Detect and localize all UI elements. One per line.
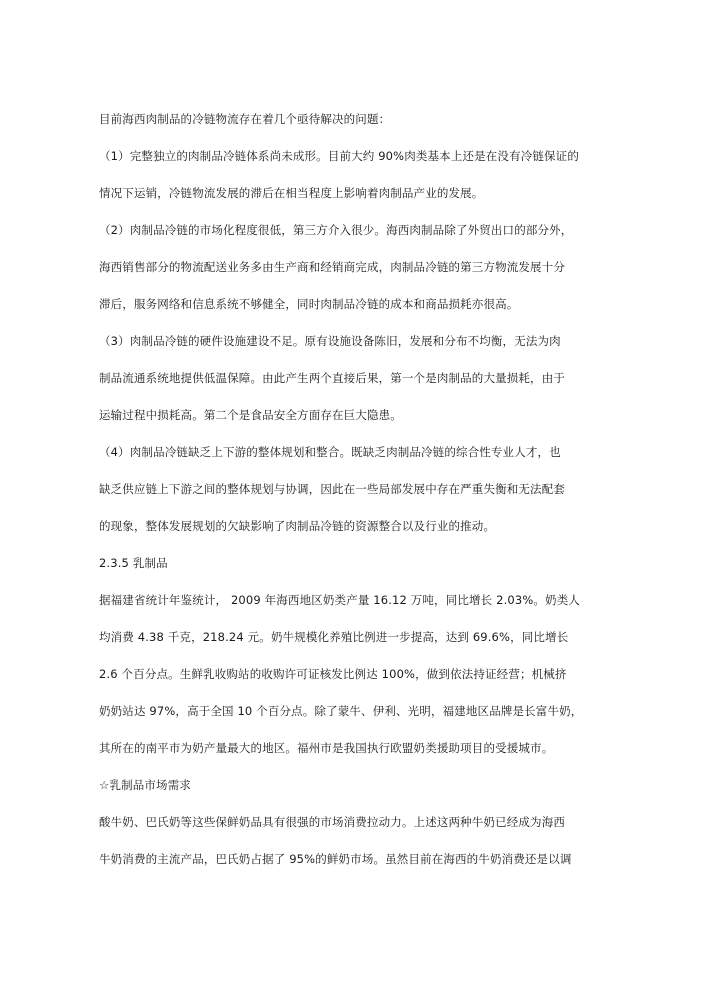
paragraph-line: （1）完整独立的肉制品冷链体系尚未成形。目前大约 90%肉类基本上还是在没有冷链保证的 [99,149,579,163]
paragraph-line: 酸牛奶、巴氏奶等这些保鲜奶品具有很强的市场消费拉动力。上述这两种牛奶已经成为海西 [99,815,565,829]
paragraph-line: （3）肉制品冷链的硬件设施建设不足。原有设施设备陈旧，发展和分布不均衡，无法为肉 [99,334,561,348]
subsection-heading: ☆乳制品市场需求 [99,778,192,792]
paragraph-line: 牛奶消费的主流产品，巴氏奶占据了 95%的鲜奶市场。虽然目前在海西的牛奶消费还是以调 [99,852,572,866]
intro-line: 目前海西肉制品的冷链物流存在着几个亟待解决的问题： [99,112,391,126]
paragraph-line: 奶奶站达 97%，高于全国 10 个百分点。除了蒙牛、伊利、光明，福建地区品牌是长富牛奶， [99,704,583,718]
paragraph-line: 运输过程中损耗高。第二个是食品安全方面存在巨大隐患。 [99,408,402,422]
paragraph-line: 海西销售部分的物流配送业务多由生产商和经销商完成，肉制品冷链的第三方物流发展十分 [99,260,565,274]
paragraph-line: 情况下运销，冷链物流发展的滞后在相当程度上影响着肉制品产业的发展。 [99,186,484,200]
paragraph-line: 均消费 4.38 千克，218.24 元。奶牛规模化养殖比例进一步提高，达到 69.6%，同比增长 [99,630,569,644]
paragraph-line: 据福建省统计年鉴统计， 2009 年海西地区奶类产量 16.12 万吨，同比增长 2.03%。奶类人 [99,593,580,607]
paragraph-line: 缺乏供应链上下游之间的整体规划与协调，因此在一些局部发展中存在严重失衡和无法配套 [99,482,565,496]
section-heading: 2.3.5 乳制品 [99,556,168,570]
paragraph-line: （2）肉制品冷链的市场化程度很低，第三方介入很少。海西肉制品除了外贸出口的部分外， [99,223,573,237]
paragraph-line: 的现象，整体发展规划的欠缺影响了肉制品冷链的资源整合以及行业的推动。 [99,519,496,533]
paragraph-line: （4）肉制品冷链缺乏上下游的整体规划和整合。既缺乏肉制品冷链的综合性专业人才，也 [99,445,561,459]
paragraph-line: 2.6 个百分点。生鲜乳收购站的收购许可证核发比例达 100%，做到依法持证经营；机械挤 [99,667,567,681]
paragraph-line: 滞后，服务网络和信息系统不够健全，同时肉制品冷链的成本和商品损耗亦很高。 [99,297,519,311]
paragraph-line: 制品流通系统地提供低温保障。由此产生两个直接后果，第一个是肉制品的大量损耗，由于 [99,371,565,385]
paragraph-line: 其所在的南平市为奶产量最大的地区。福州市是我国执行欧盟奶类援助项目的受援城市。 [99,741,554,755]
